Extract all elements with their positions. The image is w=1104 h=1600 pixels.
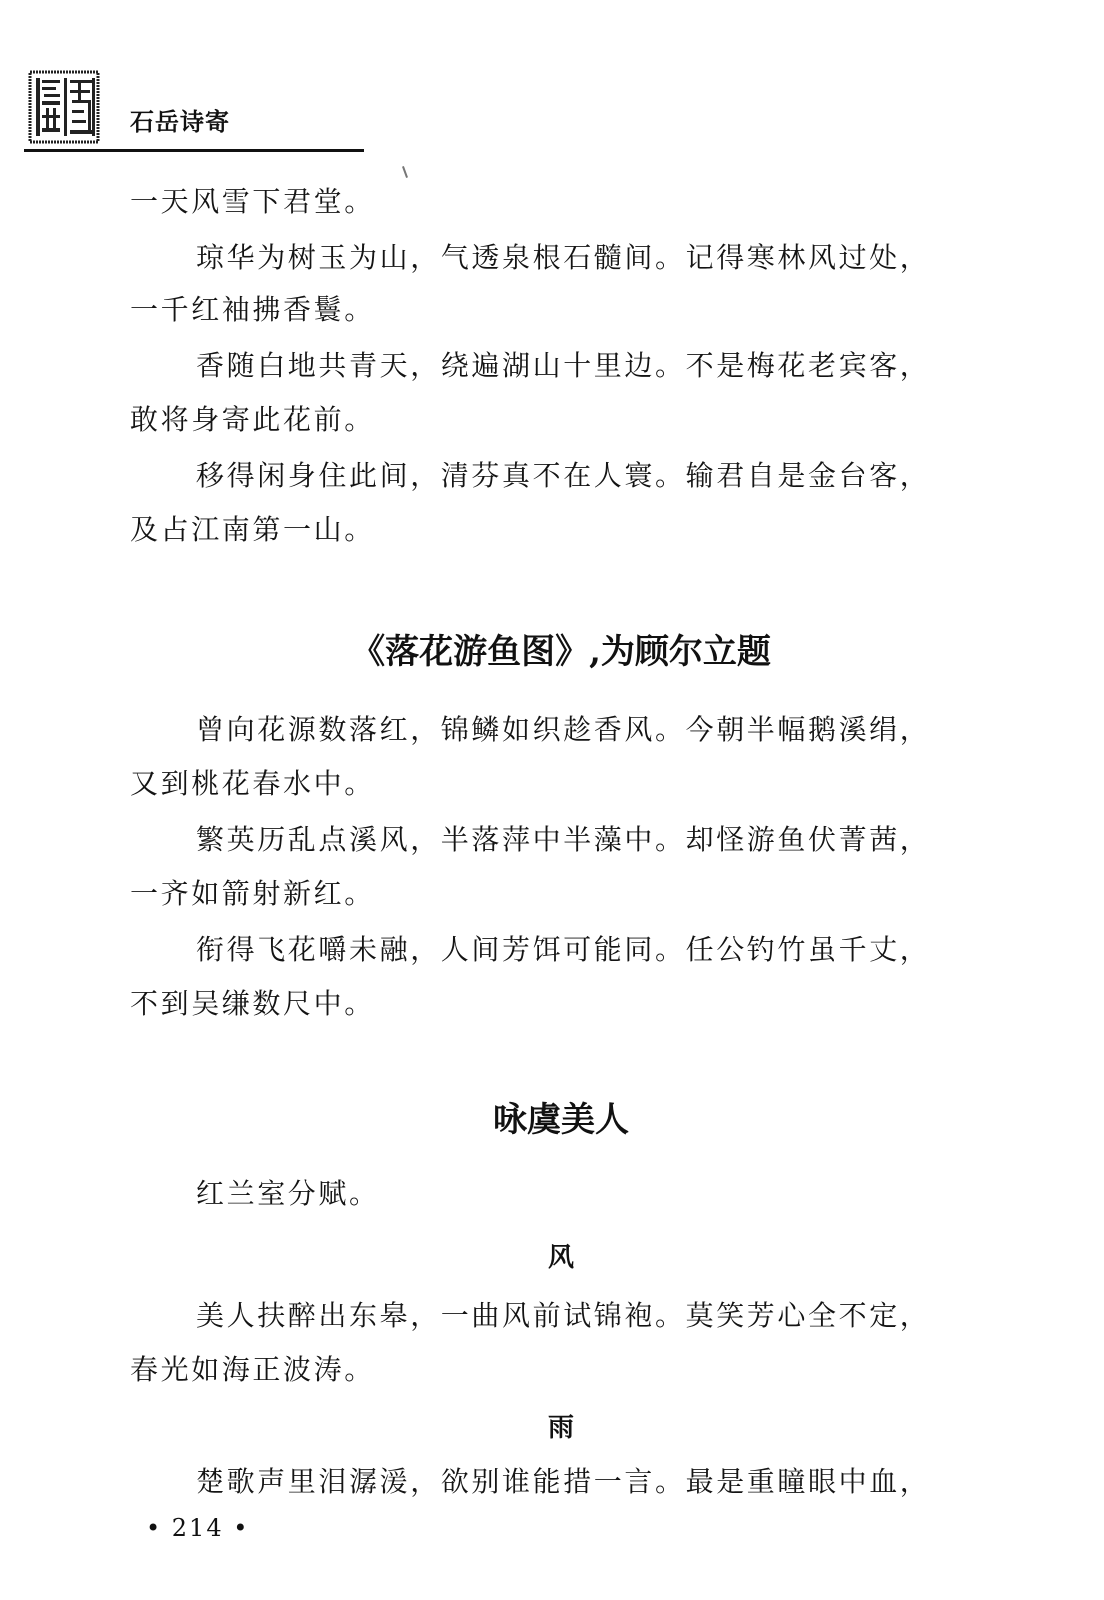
poem-line: 一千红袖拂香鬟。 xyxy=(130,293,375,326)
poem-line: 琼华为树玉为山，气透泉根石髓间。记得寒林风过处， xyxy=(196,241,931,274)
poem-line: 繁英历乱点溪风，半落萍中半藻中。却怪游鱼伏菁茜， xyxy=(196,823,931,856)
poem-line: 楚歌声里泪潺湲，欲别谁能措一言。最是重瞳眼中血， xyxy=(196,1465,931,1498)
section-subtitle: 风 xyxy=(547,1243,574,1273)
running-header xyxy=(24,64,364,154)
poem-line: 移得闲身住此间，清芬真不在人寰。输君自是金台客， xyxy=(196,459,931,492)
section-subtitle: 雨 xyxy=(547,1413,574,1443)
poem-line: 春光如海正波涛。 xyxy=(130,1353,375,1386)
poem-line: 及占江南第一山。 xyxy=(130,513,375,546)
poem-title: 咏虞美人 xyxy=(493,1100,629,1140)
poem-line: 曾向花源数落红，锦鳞如织趁香风。今朝半幅鹅溪绢， xyxy=(196,713,931,746)
poem-preface: 红兰室分赋。 xyxy=(196,1177,380,1210)
poem-line: 香随白地共青天，绕遍湖山十里边。不是梅花老宾客， xyxy=(196,349,931,382)
poem-line: 敢将身寄此花前。 xyxy=(130,403,375,436)
scan-mark xyxy=(402,166,408,178)
poem-line: 美人扶醉出东皋，一曲风前试锦袍。莫笑芳心全不定， xyxy=(196,1299,931,1332)
page-number: • 214 • xyxy=(146,1514,250,1542)
header-rule xyxy=(24,149,364,152)
poem-line: 一齐如箭射新红。 xyxy=(130,877,375,910)
seal-stamp-icon xyxy=(28,70,100,144)
poem-line: 衔得飞花嚼未融，人间芳饵可能同。任公钓竹虽千丈， xyxy=(196,933,931,966)
poem-line: 不到吴缣数尺中。 xyxy=(130,987,375,1020)
poem-line: 又到桃花春水中。 xyxy=(130,767,375,800)
poem-line: 一天风雪下君堂。 xyxy=(130,185,375,218)
poem-title: 《落花游鱼图》,为顾尔立题 xyxy=(351,632,771,672)
book-title: 石岳诗寄 xyxy=(130,108,230,136)
